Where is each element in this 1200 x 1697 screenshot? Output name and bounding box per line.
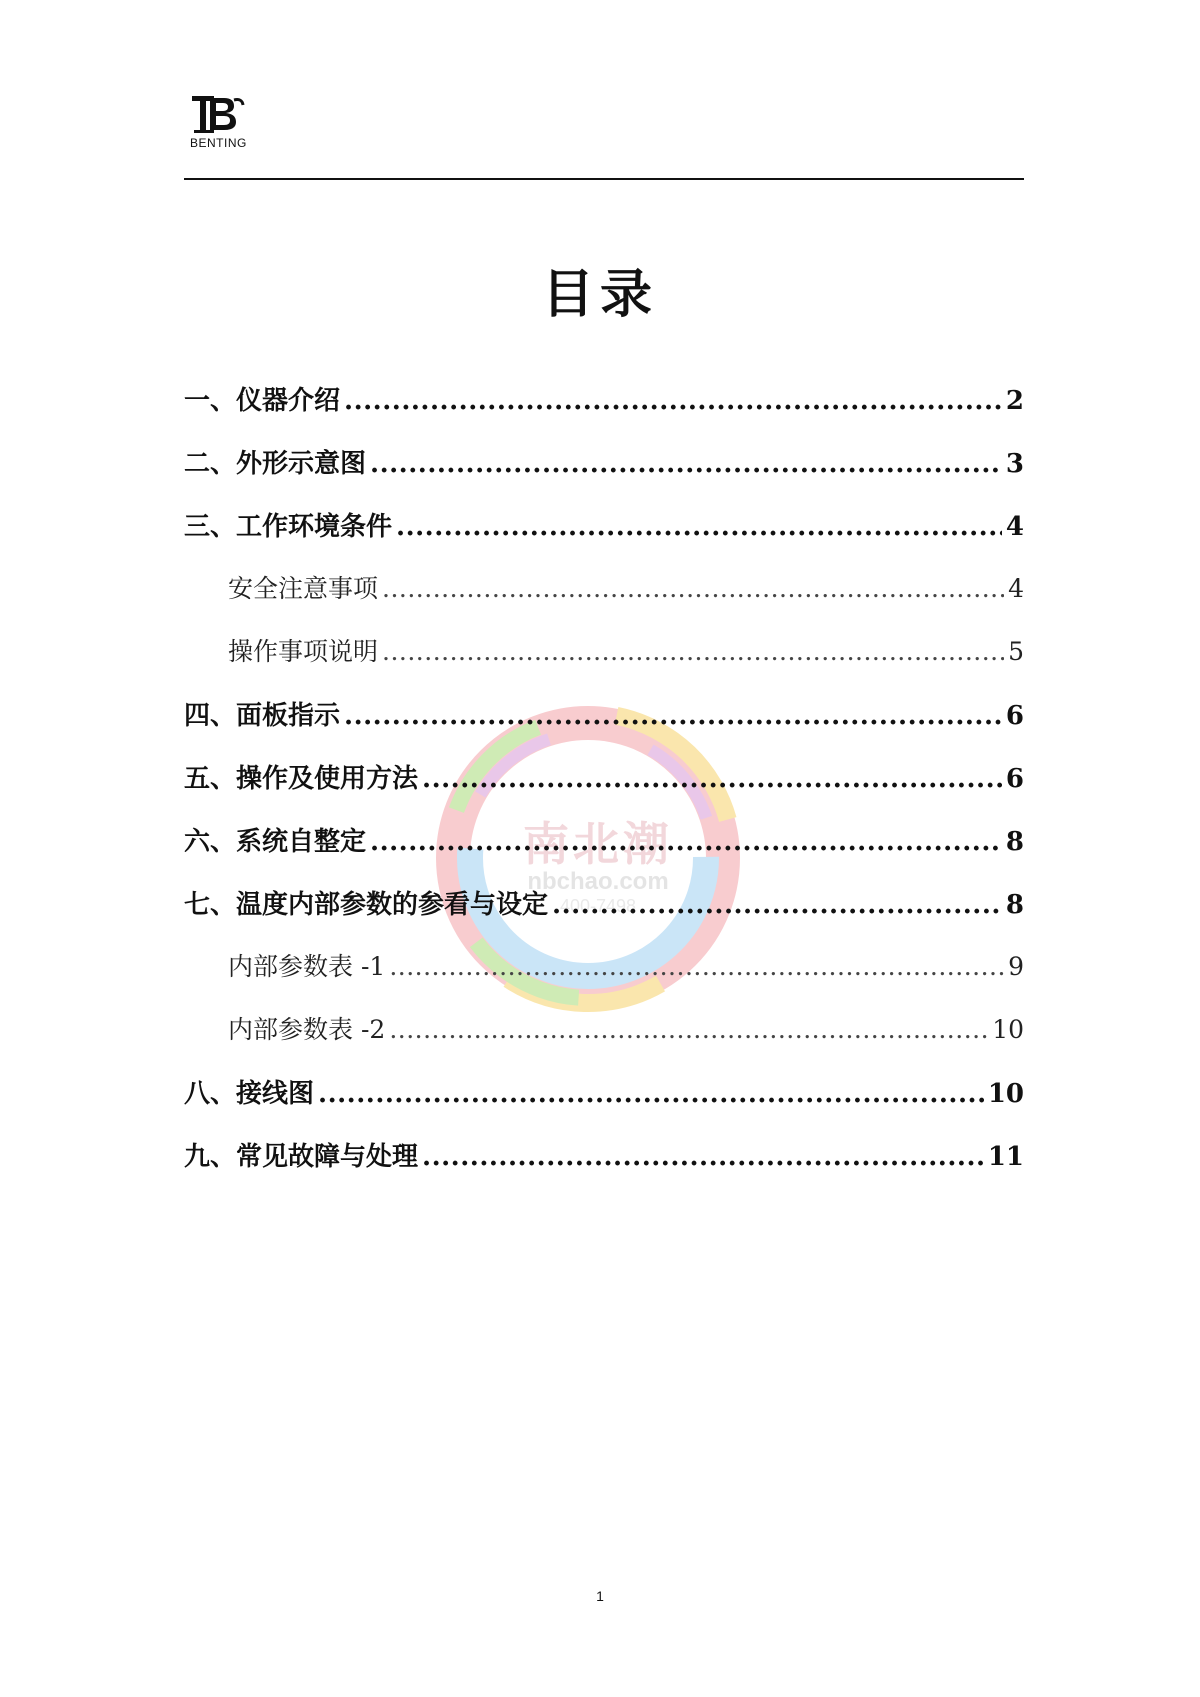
- logo-text: BENTING: [190, 136, 247, 150]
- toc-entry-page: 8: [1005, 827, 1024, 857]
- toc-leader: [344, 701, 1002, 731]
- toc-entry-page: 10: [992, 1015, 1024, 1044]
- toc-entry-title: 安全注意事项: [228, 574, 379, 603]
- watermark-cn: 南北潮: [523, 817, 673, 871]
- toc-subentry[interactable]: [184, 632, 1024, 695]
- toc-entry[interactable]: [184, 695, 1024, 758]
- toc-leader: [370, 827, 1002, 857]
- toc-entry[interactable]: [184, 821, 1024, 884]
- toc-entry-page: 6: [1005, 701, 1024, 731]
- toc-entry-page: 9: [1008, 952, 1024, 981]
- watermark-url: nbchao.com: [527, 868, 669, 895]
- page-header: [184, 88, 1024, 180]
- toc-entry[interactable]: [184, 758, 1024, 821]
- toc-leader: [396, 512, 1002, 542]
- toc-leader: [389, 1015, 988, 1044]
- watermark-number: 400-7498: [559, 896, 637, 916]
- toc-entry-title: 二、外形示意图: [184, 449, 367, 479]
- toc-leader: [370, 449, 1002, 479]
- toc-entry-title: 八、接线图: [184, 1079, 315, 1109]
- toc-subentry[interactable]: [184, 569, 1024, 632]
- toc-entry-title: 三、工作环境条件: [184, 512, 393, 542]
- toc-leader: [422, 1142, 984, 1172]
- toc-entry-title: 九、常见故障与处理: [184, 1142, 419, 1172]
- toc-entry-page: 2: [1005, 386, 1024, 416]
- toc-entry-title: 四、面板指示: [184, 701, 341, 731]
- toc-leader: [382, 637, 1004, 666]
- toc-entry-title: 内部参数表 -2: [228, 1015, 386, 1044]
- toc-leader: [318, 1079, 984, 1109]
- toc-subentry[interactable]: [184, 1010, 1024, 1073]
- benting-logo: [190, 94, 250, 150]
- toc-entry-page: 6: [1005, 764, 1024, 794]
- toc-entry[interactable]: [184, 884, 1024, 947]
- toc-leader: [389, 952, 1004, 981]
- table-of-contents: [184, 380, 1024, 1199]
- toc-entry-title: 六、系统自整定: [184, 827, 367, 857]
- page-number: 1: [596, 1588, 604, 1604]
- toc-entry[interactable]: [184, 1136, 1024, 1199]
- toc-entry-title: 一、仪器介绍: [184, 386, 341, 416]
- toc-entry-page: 5: [1008, 637, 1024, 666]
- toc-entry-title: 七、温度内部参数的参看与设定: [184, 890, 549, 920]
- toc-entry[interactable]: [184, 506, 1024, 569]
- toc-entry[interactable]: [184, 380, 1024, 443]
- toc-entry[interactable]: [184, 443, 1024, 506]
- toc-entry-page: 11: [987, 1142, 1024, 1172]
- toc-entry-page: 3: [1005, 449, 1024, 479]
- toc-leader: [382, 574, 1004, 603]
- toc-leader: [344, 386, 1002, 416]
- toc-entry-title: 五、操作及使用方法: [184, 764, 419, 794]
- toc-entry-page: 4: [1008, 574, 1024, 603]
- toc-entry-title: 内部参数表 -1: [228, 952, 386, 981]
- toc-entry-page: 10: [987, 1079, 1024, 1109]
- benting-logo-icon: [190, 94, 246, 134]
- header-divider: [184, 178, 1024, 180]
- page-title: 目录: [541, 264, 658, 325]
- toc-subentry[interactable]: [184, 947, 1024, 1010]
- toc-entry-title: 操作事项说明: [228, 637, 379, 666]
- toc-leader: [552, 890, 1002, 920]
- toc-entry-page: 8: [1005, 890, 1024, 920]
- toc-entry-page: 4: [1005, 512, 1024, 542]
- toc-entry[interactable]: [184, 1073, 1024, 1136]
- toc-leader: [422, 764, 1002, 794]
